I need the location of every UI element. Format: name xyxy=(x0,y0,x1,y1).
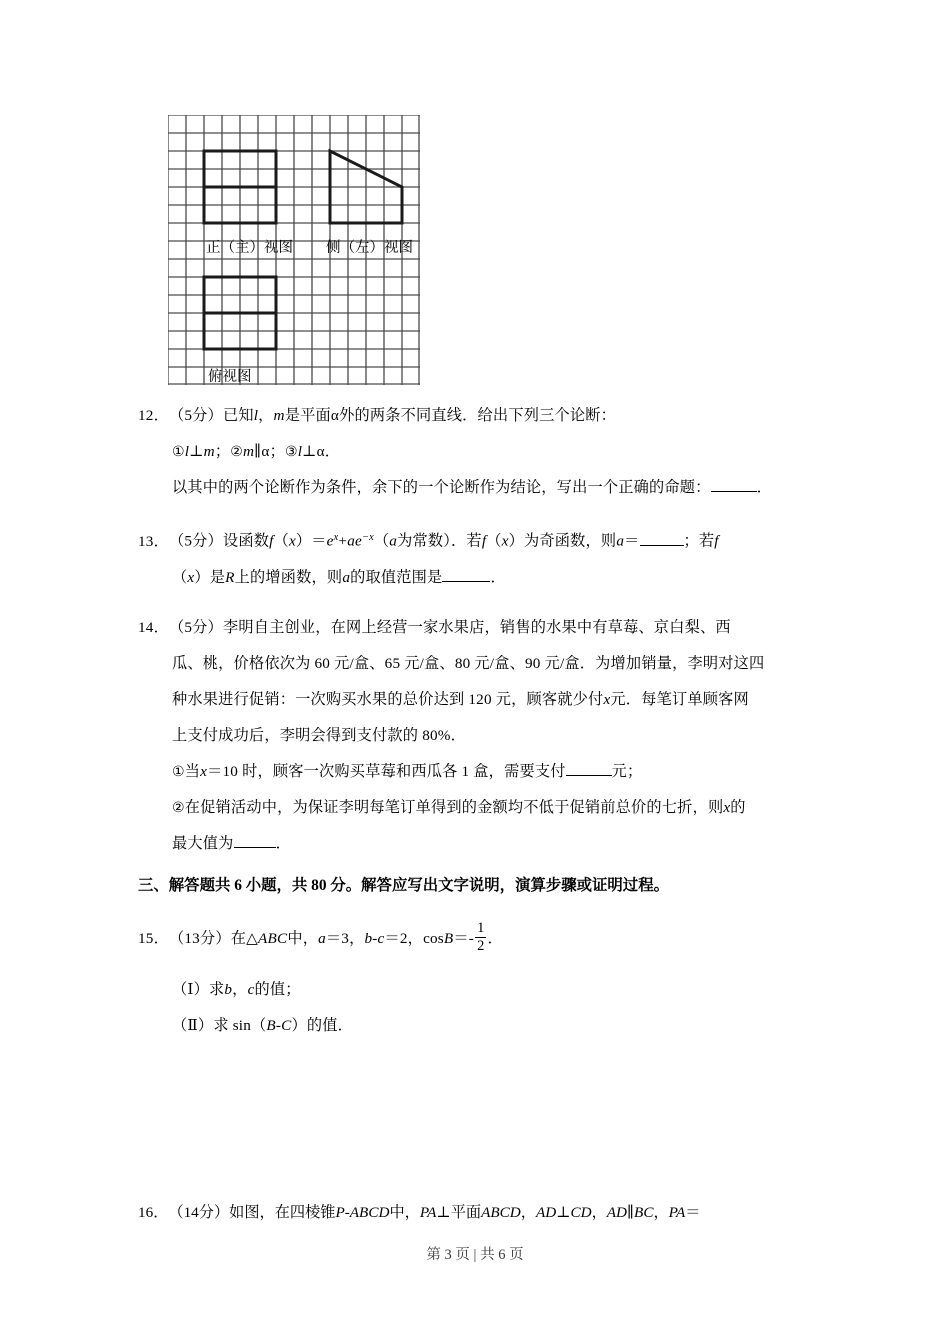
q13-exp1: x xyxy=(333,532,339,543)
q16-ABCD-2: ABCD xyxy=(481,1204,521,1221)
fraction-denominator: 2 xyxy=(477,938,485,955)
section-heading: 三、解答题共 6 小题，共 80 分。解答应写出文字说明，演算步骤或证明过程。 xyxy=(138,876,669,894)
q12-var-l: l xyxy=(253,407,259,424)
question-14-sub1 xyxy=(138,754,814,790)
q15-points: （13分） xyxy=(168,929,231,947)
q14-answer-blank-1[interactable] xyxy=(566,775,612,776)
q12-comma: ， xyxy=(258,407,274,424)
q15-p2-minus: - xyxy=(275,1016,282,1034)
fraction-numerator: 1 xyxy=(477,920,485,937)
q13-l2-a: a xyxy=(342,568,351,586)
question-12-line3 xyxy=(138,470,814,506)
question-15-part2 xyxy=(138,1008,814,1044)
q16-points: （14分） xyxy=(168,1204,230,1221)
q13-l2-t2: 的取值范围是 xyxy=(350,568,443,586)
perp-icon-1: ⊥ xyxy=(189,443,204,460)
circled-2-icon: ② xyxy=(230,444,243,460)
q16-t3: 平面 xyxy=(450,1204,482,1221)
q12-points: （5分） xyxy=(168,407,223,424)
q12-line3-end: ． xyxy=(756,479,772,496)
q16-t6: ， xyxy=(653,1204,669,1221)
q12-a2-m: m xyxy=(243,443,255,460)
q13-p1: （ xyxy=(273,532,289,550)
q16-t4: ， xyxy=(520,1204,536,1221)
q14-line3-x: x xyxy=(603,690,611,708)
q13-number: 13． xyxy=(138,532,169,550)
q13-l2-p2: ）是 xyxy=(194,568,226,586)
q13-x2: x xyxy=(501,532,509,550)
q16-PA-1: PA xyxy=(419,1204,437,1221)
page-footer: 第 3 页 | 共 6 页 xyxy=(426,1247,524,1263)
q15-p1-c: c xyxy=(247,980,255,998)
q15-minus1: - xyxy=(372,929,378,947)
q15-eq2: ＝2， xyxy=(384,929,424,947)
q14-line2: 瓜、桃，价格依次为 60 元/盒、65 元/盒、80 元/盒、90 元/盒．为增加销量，李明对这四 xyxy=(172,654,765,672)
q13-p4: （ xyxy=(486,532,502,550)
q13-exp2: −x xyxy=(361,532,374,543)
q14-s2-b: 的 xyxy=(730,798,746,816)
q12-line3-text: 以其中的两个论断作为条件，余下的一个论断作为结论，写出一个正确的命题： xyxy=(172,479,711,496)
q14-points: （5分） xyxy=(168,618,223,636)
q13-f1: f xyxy=(269,532,274,550)
q13-plus: + xyxy=(338,532,348,550)
q15-p1-t1: 求 xyxy=(208,980,225,998)
front-view-label: 正（主）视图 xyxy=(206,240,293,256)
q15-p1-t2: 的值； xyxy=(254,980,301,998)
q14-s2-x: x xyxy=(723,798,731,816)
q14-line3-a: 种水果进行促销：一次购买水果的总价达到 120 元，顾客就少付 xyxy=(172,690,604,708)
q15-a: a xyxy=(318,929,326,947)
q16-eq: ＝ xyxy=(685,1204,701,1221)
q13-l2-x: x xyxy=(187,568,195,586)
q12-a1-m: m xyxy=(203,443,215,460)
q13-a1: a xyxy=(347,532,355,550)
q14-line1: 李明自主创业，在网上经营一家水果店，销售的水果中有草莓、京白梨、西 xyxy=(222,618,731,636)
q15-p2-t1: 求 sin（ xyxy=(213,1016,267,1034)
q13-p3: （ xyxy=(373,532,390,550)
q16-t2: 中， xyxy=(389,1204,420,1221)
q13-a3: a xyxy=(616,532,625,550)
q16-P: P xyxy=(335,1204,345,1221)
q13-f2: f xyxy=(481,532,487,550)
question-14-line3 xyxy=(138,682,814,718)
top-view-label: 俯视图 xyxy=(208,369,252,385)
q14-s3-b: ． xyxy=(275,834,291,852)
q12-a1-l: l xyxy=(184,443,190,460)
q12-line1-b: 是平面 xyxy=(284,407,331,424)
q13-p2: ） xyxy=(295,532,312,550)
q14-s1-b: ＝10 时，顾客一次购买草莓和西瓜各 1 盒，需要支付 xyxy=(207,762,566,780)
q16-AD-2: AD xyxy=(606,1204,628,1221)
q14-line3-b: 元．每笔订单顾客网 xyxy=(610,690,749,708)
q16-t5: ， xyxy=(591,1204,607,1221)
parallel-icon-1: ∥ xyxy=(254,443,262,460)
q15-p2-t2: ）的值． xyxy=(291,1016,354,1034)
q13-x1: x xyxy=(288,532,296,550)
q15-t1: 在△ xyxy=(230,929,259,947)
q13-l2-end: ． xyxy=(490,568,506,586)
q13-t4: ；若 xyxy=(683,532,715,550)
perp-icon-2: ⊥ xyxy=(302,443,317,460)
fraction-one-half xyxy=(475,921,486,953)
q13-answer-blank-1[interactable] xyxy=(640,545,684,546)
q16-ABCD: ABCD xyxy=(349,1204,390,1221)
question-13 xyxy=(138,520,814,560)
question-16 xyxy=(138,1198,838,1228)
q12-alpha: α xyxy=(330,407,340,424)
q13-e1: e xyxy=(326,532,334,550)
q16-number: 16． xyxy=(138,1204,169,1221)
q15-t2: 中， xyxy=(287,929,319,947)
q13-a2: a xyxy=(389,532,398,550)
q13-l2-R: R xyxy=(225,568,235,586)
q14-line4: 上支付成功后，李明会得到支付款的 80%． xyxy=(172,726,467,744)
question-14 xyxy=(138,610,814,646)
q14-s2-a: 在促销活动中，为保证李明每笔订单得到的金额均不低于促销前总价的七折，则 xyxy=(184,798,724,816)
q15-eq3: ＝ xyxy=(453,929,469,947)
q14-s1-c: 元； xyxy=(611,762,643,780)
side-view-label: 侧（左）视图 xyxy=(326,240,413,256)
q15-period: ． xyxy=(487,929,503,947)
three-view-grid-svg xyxy=(168,115,420,385)
circled-1-icon: ① xyxy=(172,444,185,460)
q15-p2-mark: （Ⅱ） xyxy=(172,1016,214,1034)
q12-answer-blank[interactable] xyxy=(711,491,757,492)
q12-a2-alpha: α xyxy=(261,443,270,460)
q16-PA-2: PA xyxy=(668,1204,686,1221)
q14-s1-a: 当 xyxy=(184,762,201,780)
circled-1-icon-q14: ① xyxy=(172,763,185,780)
q15-eq1: ＝3， xyxy=(325,929,365,947)
q12-sep-1: ； xyxy=(214,443,231,460)
q15-B: B xyxy=(443,929,454,947)
q15-p1-comma: ， xyxy=(232,980,248,998)
perp-icon-q16-2: ⊥ xyxy=(556,1204,571,1221)
q14-s1-x: x xyxy=(200,762,208,780)
q12-a3-alpha: α xyxy=(316,443,325,460)
q15-p1-mark: （Ⅰ） xyxy=(172,980,209,998)
circled-2-icon-q14: ② xyxy=(172,799,185,816)
q13-answer-blank-2[interactable] xyxy=(442,581,490,582)
question-12-assertions xyxy=(138,434,814,470)
q13-t3: 为奇函数，则 xyxy=(523,532,617,550)
q15-p2-C: C xyxy=(281,1016,292,1034)
q16-dash: - xyxy=(344,1204,350,1221)
q13-e2: e xyxy=(354,532,362,550)
q12-line1-a: 已知 xyxy=(222,407,254,424)
q12-var-m: m xyxy=(273,407,285,424)
q14-answer-blank-2[interactable] xyxy=(234,847,276,848)
q13-p5: ） xyxy=(508,532,524,550)
question-12 xyxy=(138,398,814,434)
q15-abc: ABC xyxy=(258,929,288,947)
q15-number: 15． xyxy=(138,929,169,947)
question-14-sub3 xyxy=(138,826,814,862)
q13-eq2: ＝ xyxy=(624,532,640,550)
question-15 xyxy=(138,918,814,960)
q12-a-end: ． xyxy=(324,443,341,460)
q12-line1-c: 外的两条不同直线．给出下列三个论断： xyxy=(339,407,617,424)
q15-neg: - xyxy=(468,929,475,947)
q12-number: 12． xyxy=(138,407,169,424)
q15-b: b xyxy=(364,929,373,947)
question-content xyxy=(138,398,814,1044)
q15-cos: cos xyxy=(423,929,444,947)
q15-p2-B: B xyxy=(266,1016,276,1034)
parallel-icon-q16: ∥ xyxy=(627,1204,635,1221)
question-13-line2 xyxy=(138,560,814,596)
q13-t1: 设函数 xyxy=(222,532,270,550)
q16-AD-1: AD xyxy=(535,1204,557,1221)
q12-a3-l: l xyxy=(297,443,303,460)
q15-p1-b: b xyxy=(224,980,233,998)
q13-f3: f xyxy=(714,532,719,550)
three-view-figure xyxy=(168,115,420,385)
perp-icon-q16-1: ⊥ xyxy=(436,1204,451,1221)
question-15-part1 xyxy=(138,972,814,1008)
q13-l2-p1: （ xyxy=(172,568,188,586)
question-14-line4 xyxy=(138,718,814,754)
circled-3-icon: ③ xyxy=(284,444,298,460)
q12-sep-2: ； xyxy=(269,443,285,460)
q13-points: （5分） xyxy=(168,532,223,550)
q14-number: 14． xyxy=(138,618,169,636)
q13-eq: ＝ xyxy=(311,532,327,550)
q13-l2-t: 上的增函数，则 xyxy=(234,568,343,586)
q14-s3-a: 最大值为 xyxy=(172,834,234,852)
q13-t2: 为常数）．若 xyxy=(397,532,482,550)
q16-t1: 如图，在四棱锥 xyxy=(229,1204,336,1221)
q16-BC: BC xyxy=(634,1204,654,1221)
q16-CD: CD xyxy=(570,1204,592,1221)
question-14-sub2 xyxy=(138,790,814,826)
question-14-line2 xyxy=(138,646,814,682)
q15-c: c xyxy=(377,929,385,947)
